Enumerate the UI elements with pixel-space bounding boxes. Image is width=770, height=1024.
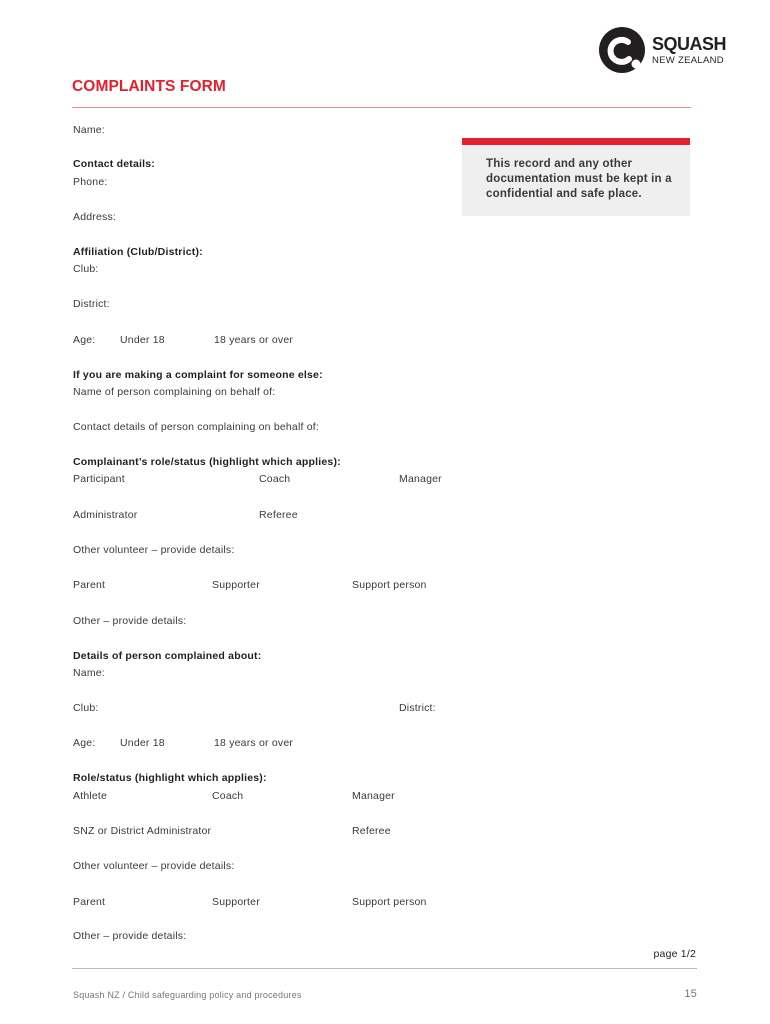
footer-text: Squash NZ / Child safeguarding policy and procedures	[73, 990, 302, 1000]
complained-about-age-label: Age:	[73, 737, 96, 749]
status-option-coach[interactable]: Coach	[212, 790, 244, 802]
on-behalf-name-label: Name of person complaining on behalf of:	[73, 386, 276, 398]
status-option-support-person[interactable]: Support person	[352, 896, 427, 908]
district-label: District:	[73, 298, 110, 310]
complained-about-club-label: Club:	[73, 702, 99, 714]
complained-about-age-18-or-over[interactable]: 18 years or over	[214, 737, 294, 749]
role-option-referee[interactable]: Referee	[259, 509, 298, 521]
address-label: Address:	[73, 211, 117, 223]
squash-logo-icon	[598, 26, 648, 76]
complained-about-age-under-18[interactable]: Under 18	[120, 737, 165, 749]
status-option-other-volunteer[interactable]: Other volunteer – provide details:	[73, 860, 235, 872]
role-option-coach[interactable]: Coach	[259, 473, 291, 485]
status-option-snz-admin[interactable]: SNZ or District Administrator	[73, 825, 212, 837]
complained-about-heading: Details of person complained about:	[73, 650, 262, 662]
status-option-athlete[interactable]: Athlete	[73, 790, 108, 802]
status-option-referee[interactable]: Referee	[352, 825, 391, 837]
status-option-supporter[interactable]: Supporter	[212, 896, 260, 908]
page-indicator: page 1/2	[653, 948, 696, 960]
name-label: Name:	[73, 124, 105, 136]
age-label: Age:	[73, 334, 96, 346]
complainant-role-heading: Complainant’s role/status (highlight which applies):	[73, 456, 341, 468]
role-option-other[interactable]: Other – provide details:	[73, 615, 187, 627]
on-behalf-heading: If you are making a complaint for someone else:	[73, 369, 323, 381]
age-option-under-18[interactable]: Under 18	[120, 334, 165, 346]
phone-label: Phone:	[73, 176, 108, 188]
logo-brand-line2: NEW ZEALAND	[652, 55, 724, 66]
role-option-parent[interactable]: Parent	[73, 579, 106, 591]
logo-brand-line1: SQUASH	[652, 34, 727, 54]
role-option-manager[interactable]: Manager	[399, 473, 442, 485]
confidentiality-notice	[462, 138, 690, 216]
title-divider	[72, 107, 691, 108]
contact-details-heading: Contact details:	[73, 158, 155, 170]
footer-page-number: 15	[684, 988, 697, 1000]
role-option-administrator[interactable]: Administrator	[73, 509, 138, 521]
role-option-supporter[interactable]: Supporter	[212, 579, 260, 591]
role-status-heading: Role/status (highlight which applies):	[73, 772, 267, 784]
notice-accent-bar	[462, 138, 690, 145]
status-option-manager[interactable]: Manager	[352, 790, 395, 802]
status-option-parent[interactable]: Parent	[73, 896, 106, 908]
affiliation-heading: Affiliation (Club/District):	[73, 246, 203, 258]
footer-divider	[72, 968, 697, 969]
age-option-18-or-over[interactable]: 18 years or over	[214, 334, 294, 346]
club-label: Club:	[73, 263, 99, 275]
notice-text: This record and any other documentation must be kept in a confidential and safe place.	[486, 158, 672, 200]
complained-about-district-label: District:	[399, 702, 436, 714]
role-option-support-person[interactable]: Support person	[352, 579, 427, 591]
complained-about-name-label: Name:	[73, 667, 105, 679]
page-title: COMPLAINTS FORM	[72, 78, 226, 95]
role-option-participant[interactable]: Participant	[73, 473, 125, 485]
on-behalf-contact-label: Contact details of person complaining on behalf of:	[73, 421, 320, 433]
role-option-other-volunteer[interactable]: Other volunteer – provide details:	[73, 544, 235, 556]
squash-nz-logo	[598, 26, 738, 76]
status-option-other[interactable]: Other – provide details:	[73, 930, 187, 942]
